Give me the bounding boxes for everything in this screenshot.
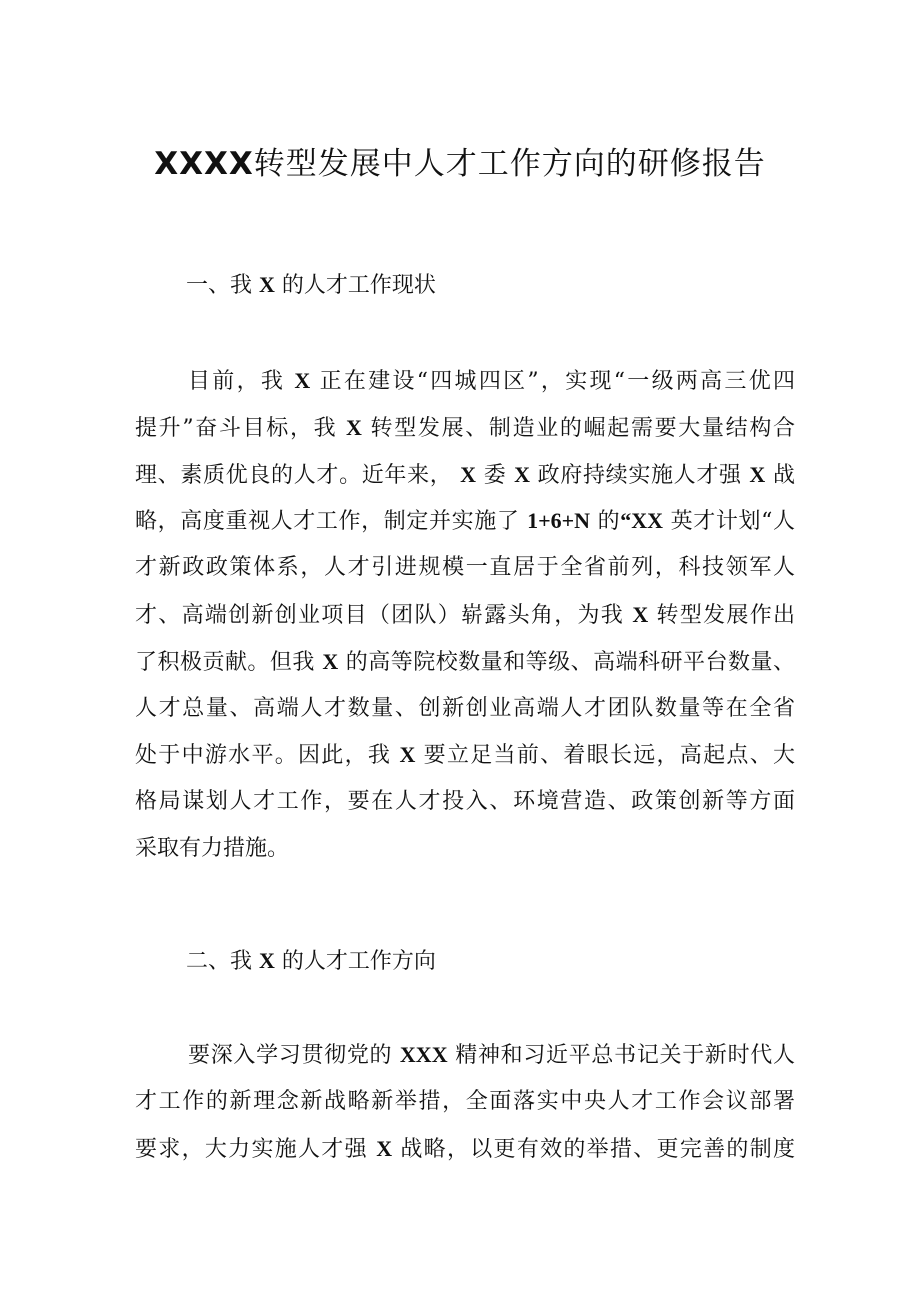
paragraph-line: 略，高度重视人才工作，制定并实施了 1+6+N 的“XX 英才计划“人 (135, 508, 795, 535)
paragraph-line: 提升”奋斗目标，我 X 转型发展、制造业的崛起需要大量结构合 (135, 414, 795, 441)
paragraph-line: 采取有力措施。 (135, 835, 290, 861)
section-1-heading: 一、我 X 的人才工作现状 (186, 272, 436, 298)
paragraph-line: 要求，大力实施人才强 X 战略，以更有效的举措、更完善的制度 (135, 1135, 795, 1162)
paragraph-line: 了积极贡献。但我 X 的高等院校数量和等级、高端科研平台数量、 (135, 648, 795, 675)
paragraph-line: 要深入学习贯彻党的 XXX 精神和习近平总书记关于新时代人 (188, 1042, 795, 1068)
paragraph-line: 才新政政策体系，人才引进规模一直居于全省前列，科技领军人 (135, 555, 795, 581)
section-2-heading: 二、我 X 的人才工作方向 (186, 948, 436, 974)
paragraph-line: 人才总量、高端人才数量、创新创业高端人才团队数量等在全省 (135, 695, 795, 721)
paragraph-line: 处于中游水平。因此，我 X 要立足当前、着眼长远，高起点、大 (135, 742, 796, 769)
paragraph-line: 理、素质优良的人才。近年来， X 委 X 政府持续实施人才强 X 战 (135, 461, 795, 488)
document-title (0, 140, 920, 188)
section-2-paragraph (135, 1032, 795, 1172)
paragraph-line: 才、高端创新创业项目（团队）崭露头角，为我 X 转型发展作出 (135, 601, 795, 628)
paragraph-line: 才工作的新理念新战略新举措，全面落实中央人才工作会议部署 (135, 1088, 795, 1114)
paragraph-line: 格局谋划人才工作，要在人才投入、环境营造、政策创新等方面 (135, 789, 795, 815)
paragraph-line: 目前，我 X 正在建设“四城四区”，实现“一级两高三优四 (188, 368, 795, 394)
section-1-paragraph (135, 358, 795, 873)
title-text: 转型发展中人才工作方向的研修报告 (253, 146, 766, 182)
title-code: XXXX (154, 146, 254, 182)
